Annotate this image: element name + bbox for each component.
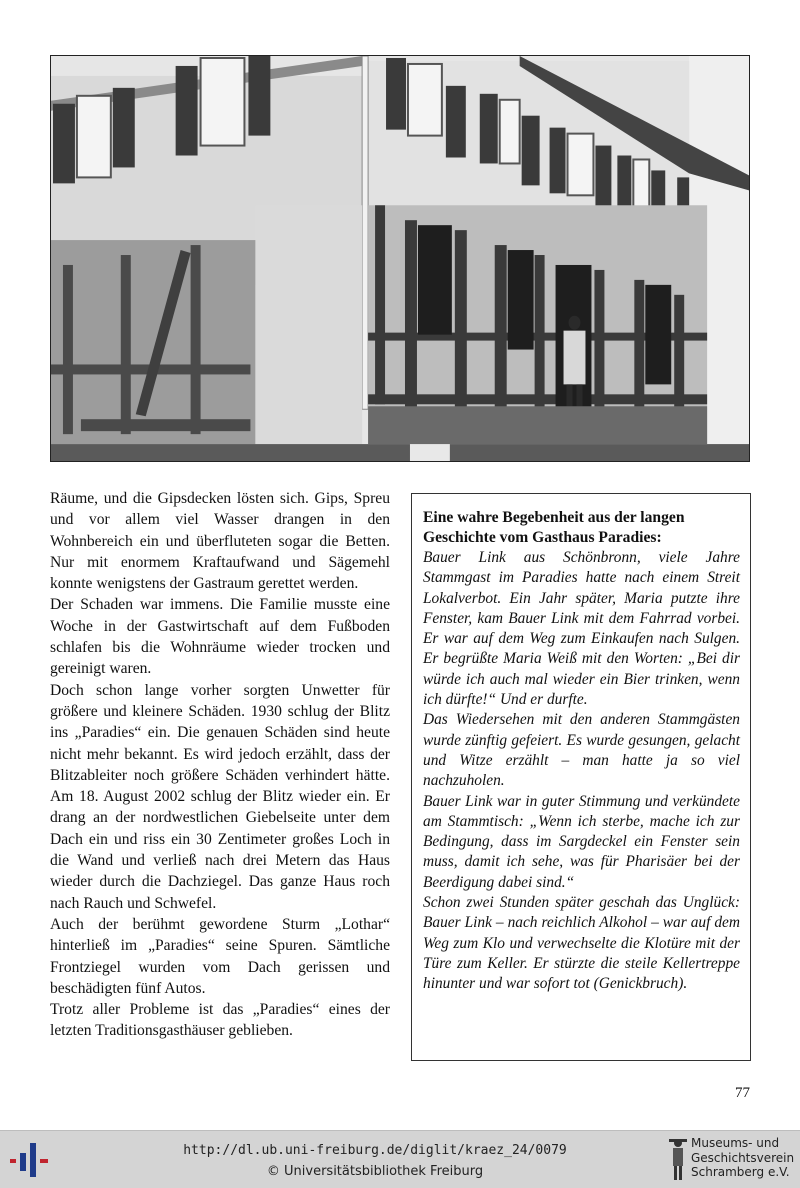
story-paragraph: Bauer Link war in guter Stimmung und verkündete am Stammtisch: „Wenn ich sterbe, mache ich zur Bedingung, dass im Sargdeckel ein Fenster sein muss, damit ich sehe, was für Pharisäer bei der Beerdigung dabei sind.“ bbox=[423, 792, 740, 891]
society-logo bbox=[667, 1136, 795, 1184]
society-name-line: Geschichtsverein bbox=[691, 1150, 795, 1165]
source-url-link[interactable]: http://dl.ub.uni-freiburg.de/diglit/kraez_24/0079 bbox=[183, 1143, 567, 1158]
story-sidebar-box bbox=[411, 493, 751, 1061]
story-paragraph: Das Wiedersehen mit den anderen Stammgästen wurde zünftig gefeiert. Es wurde gesungen, gelacht und Witze erzählt – man hatte ja so viel nachzuholen. bbox=[423, 711, 740, 790]
page-number: 77 bbox=[735, 1085, 750, 1101]
copyright-text: © Universitätsbibliothek Freiburg bbox=[266, 1164, 484, 1179]
society-figure-icon bbox=[667, 1136, 689, 1184]
story-paragraph: Schon zwei Stunden später geschah das Unglück: Bauer Link – nach reichlich Alkohol – war auf dem Weg zum Klo und verwechselte die Klotüre mit der Türe zum Keller. Er stürzte die steile Kellertreppe hinunter und war sofort tot (Genickbruch). bbox=[423, 894, 740, 993]
body-paragraph: Der Schaden war immens. Die Familie musste eine Woche in der Gastwirtschaft auf dem Fußboden schlafen bis die Wohnräume wieder trocken und gereinigt waren. bbox=[50, 596, 390, 678]
society-name bbox=[691, 1136, 796, 1180]
main-text-column bbox=[50, 488, 390, 1042]
building-photo bbox=[50, 55, 750, 462]
story-title: Eine wahre Begebenheit aus der langen Geschichte vom Gasthaus Paradies: bbox=[423, 509, 685, 546]
library-footer bbox=[0, 1130, 800, 1188]
society-name-line: Museums- und bbox=[691, 1136, 780, 1150]
society-name-line: Schramberg e.V. bbox=[691, 1165, 790, 1179]
building-illustration bbox=[51, 56, 749, 461]
body-paragraph: Doch schon lange vorher sorgten Unwetter für größere und kleinere Schäden. 1930 schlug der Blitz ins „Paradies“ ein. Die genauen Schäden sind heute nicht mehr bekannt. Es wird jedoch erzählt, dass der Blitzableiter noch größere Schäden verhindert hätte. Am 18. August 2002 schlug der Blitz wieder ein. Er drang an der nordwestlichen Giebelseite unter dem Dach ein und riss ein 30 Zentimeter großes Loch in die Wand und verließ nach drei Metern das Haus wieder durch die Dachziegel. Das ganze Haus roch nach Rauch und Schwefel. bbox=[50, 681, 390, 912]
story-paragraph: Bauer Link aus Schönbronn, viele Jahre Stammgast im Paradies hatte nach einem Streit Lokalverbot. Ein Jahr später, Maria putzte ihre Fenster, kam Bauer Link mit dem Fahrrad vorbei. Er war auf dem Weg zum Einkaufen nach Sulgen. Er begrüßte Maria Weiß mit den Worten: „Bei dir würde ich auch mal wieder ein Bier trinken, wenn ich dürfte!“ Und er durfte. bbox=[423, 549, 740, 709]
body-paragraph: Räume, und die Gipsdecken lösten sich. Gips, Spreu und vor allem viel Wasser drangen in den Wohnbereich ein und überfluteten sogar die Betten. Nur mit enormem Kraftaufwand und Sägemehl konnte wenigstens der Gastraum gerettet werden. bbox=[50, 490, 390, 593]
body-paragraph: Trotz aller Probleme ist das „Paradies“ eines der letzten Traditionsgasthäuser geblieben. bbox=[50, 1001, 390, 1040]
body-paragraph: Auch der berühmt gewordene Sturm „Lothar“ hinterließ im „Paradies“ seine Spuren. Sämtliche Frontziegel wurden vom Dach gerissen und beschädigten fünf Autos. bbox=[50, 915, 390, 997]
